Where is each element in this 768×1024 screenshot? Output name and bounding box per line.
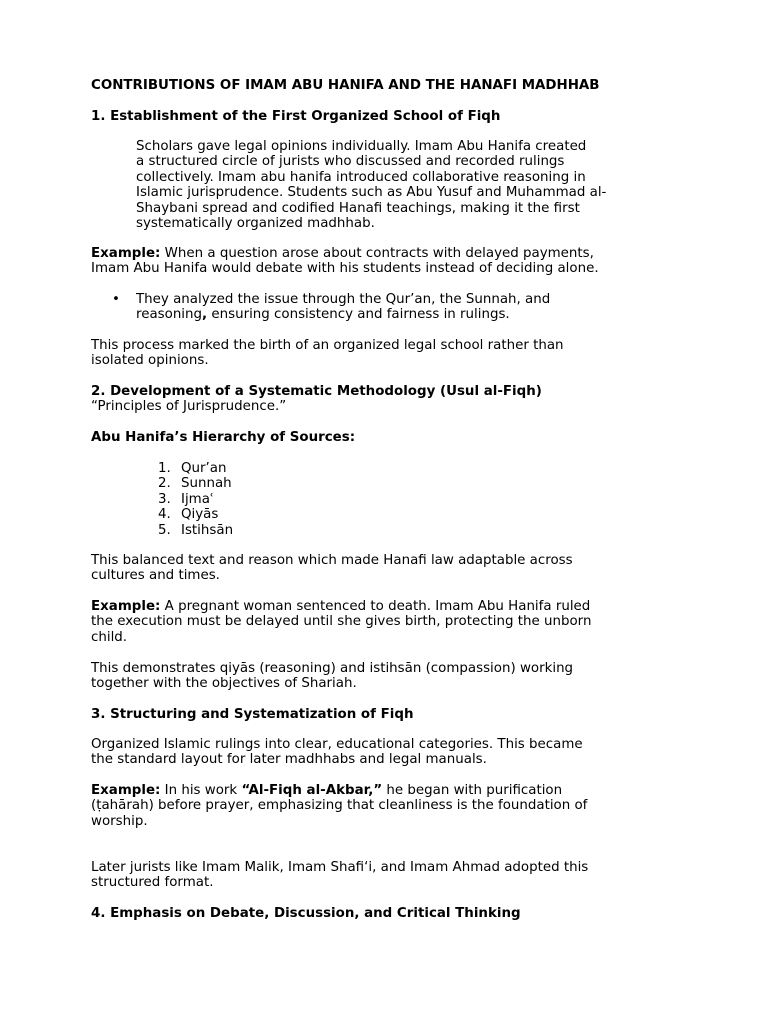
section-1-line: systematically organized madhhab. [136, 216, 375, 232]
later-jurists-paragraph: Later jurists like Imam Malik, Imam Shafi‘i, and Imam Ahmad adopted this structured format. [91, 860, 589, 891]
list-item: 1. Qur’an [158, 461, 227, 476]
section-1-line: Islamic jurisprudence. Students such as Abu Yusuf and Muhammad al- [136, 185, 607, 201]
example-text: When a question arose about contracts with delayed payments, [160, 246, 594, 261]
section-1-example [91, 246, 691, 277]
section-1-heading: 1. Establishment of the First Organized School of Fiqh [91, 109, 501, 124]
closing-line: This process marked the birth of an organized legal school rather than [91, 338, 564, 353]
example-label: Example: [91, 246, 161, 261]
section-1-line: collectively. Imam abu hanifa introduced collaborative reasoning in [136, 169, 586, 185]
bullet-item [136, 292, 696, 323]
hierarchy-heading: Abu Hanifa’s Hierarchy of Sources: [91, 430, 356, 445]
work-title: “Al-Fiqh al-Akbar,” [241, 783, 383, 798]
section-2-heading: 2. Development of a Systematic Methodology (Usul al-Fiqh) [91, 384, 542, 399]
section-3-heading: 3. Structuring and Systematization of Fiqh [91, 707, 414, 722]
bullet-text: They analyzed the issue through the Qur’an, the Sunnah, and [136, 292, 551, 307]
section-1-line: a structured circle of jurists who discussed and recorded rulings [136, 154, 565, 170]
list-item: 2. Sunnah [158, 476, 232, 492]
example-text: Imam Abu Hanifa would debate with his students instead of deciding alone. [91, 261, 599, 277]
section-1-line: Scholars gave legal opinions individually. Imam Abu Hanifa created [136, 139, 587, 154]
section-1-paragraph [136, 139, 696, 231]
list-item: 4. Qiyās [158, 507, 219, 523]
bullet-text: reasoning [136, 307, 203, 323]
section-2-example: Example: A pregnant woman sentenced to death. Imam Abu Hanifa ruled the execution must be delayed until she gives birth, protecting the unborn child. [91, 599, 592, 645]
bullet-icon: • [112, 292, 120, 307]
closing-line: isolated opinions. [91, 353, 209, 369]
list-item: 3. Ijmaʿ [158, 491, 215, 507]
demonstration-paragraph: This demonstrates qiyās (reasoning) and istihsān (compassion) working together with the objectives of Shariah. [91, 661, 574, 692]
balance-paragraph: This balanced text and reason which made Hanafi law adaptable across cultures and times. [91, 553, 573, 584]
section-3-example: Example: In his work “Al-Fiqh al-Akbar,” he began with purification (ṭahārah) before prayer, emphasizing that cleanliness is the foundation of worship. [91, 783, 588, 829]
bullet-comma: , [202, 307, 208, 323]
section-2-header [91, 384, 691, 415]
document-title: CONTRIBUTIONS OF IMAM ABU HANIFA AND THE HANAFI MADHHAB [91, 78, 600, 93]
bullet-text: ensuring consistency and fairness in rulings. [207, 307, 510, 323]
section-1-line: Shaybani spread and codified Hanafi teachings, making it the first [136, 200, 580, 216]
section-4-heading: 4. Emphasis on Debate, Discussion, and Critical Thinking [91, 906, 521, 921]
section-1-closing [91, 338, 691, 369]
sources-list [158, 461, 233, 538]
example-label: Example: [91, 783, 161, 798]
section-2-subtitle: “Principles of Jurisprudence.” [91, 399, 287, 415]
example-label: Example: [91, 599, 161, 614]
list-item: 5. Istihsān [158, 522, 234, 538]
section-3-paragraph: Organized Islamic rulings into clear, educational categories. This became the standard layout for later madhhabs and legal manuals. [91, 737, 583, 768]
